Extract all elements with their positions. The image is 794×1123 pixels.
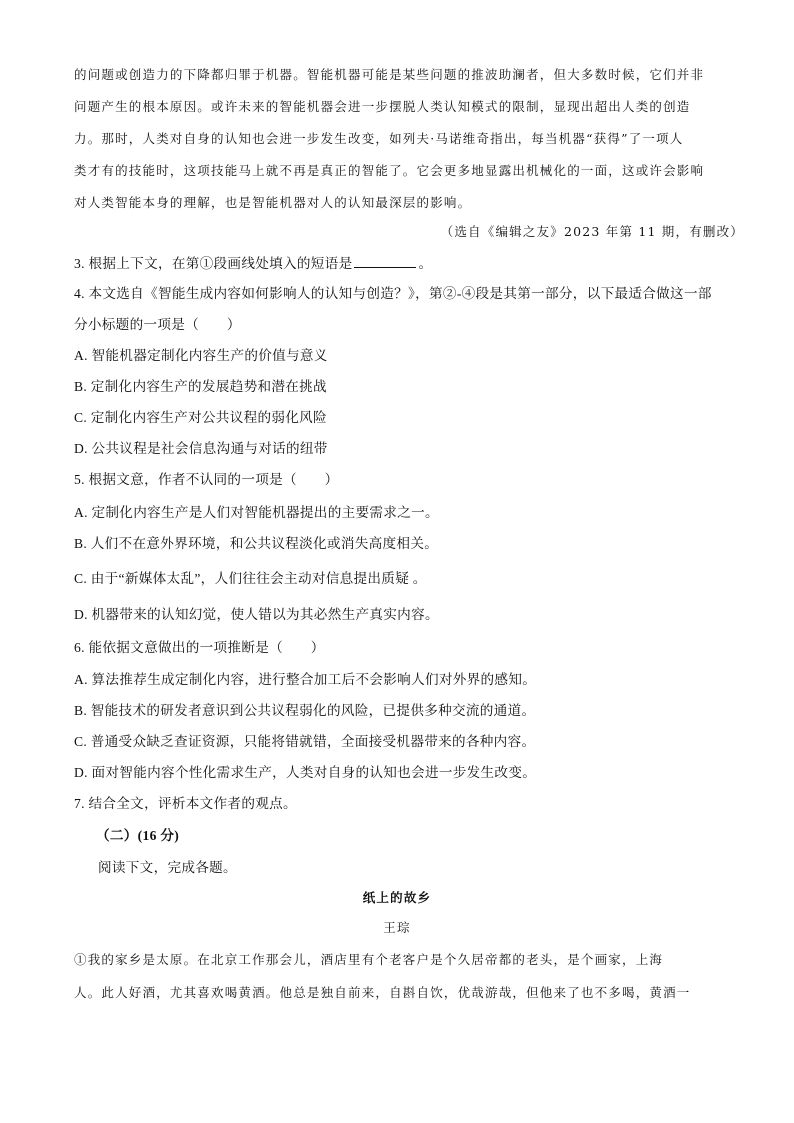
section-2-heading: （二）(16 分) (96, 828, 180, 843)
question-6-option-c: C. 普通受众缺乏查证资源，只能将错就错，全面接受机器带来的各种内容。 (74, 734, 536, 749)
question-4-option-d: D. 公共议程是社会信息沟通与对话的纽带 (74, 441, 328, 456)
question-3 (74, 253, 432, 274)
question-3-stem: 3. 根据上下文，在第①段画线处填入的短语是 (74, 256, 353, 271)
question-4-stem-line-2: 分小标题的一项是（ ） (74, 317, 241, 332)
passage-line-2: 问题产生的根本原因。或许未来的智能机器会进一步摆脱人类认知模式的限制，显现出超出人类的创造 (74, 99, 691, 114)
passage-line-4: 类才有的技能时，这项技能马上就不再是真正的智能了。它会更多地显露出机械化的一面，这或许会影响 (74, 163, 705, 178)
question-6-option-d: D. 面对智能内容个性化需求生产，人类对自身的认知也会进一步发生改变。 (74, 765, 537, 780)
question-4-option-c: C. 定制化内容生产对公共议程的弱化风险 (74, 410, 327, 425)
story-para-line-1: ①我的家乡是太原。在北京工作那会儿，酒店里有个老客户是个久居帝都的老头，是个画家，上海 (74, 952, 664, 967)
passage-line-5: 对人类智能本身的理解，也是智能机器对人的认知最深层的影响。 (74, 195, 472, 210)
question-5-option-d: D. 机器带来的认知幻觉，使人错以为其必然生产真实内容。 (74, 607, 439, 622)
question-5-option-c: C. 由于“新媒体太乱”，人们往往会主动对信息提出质疑 。 (74, 571, 427, 586)
question-7-stem: 7. 结合全文，评析本文作者的观点。 (74, 796, 297, 811)
question-3-stem-end: 。 (418, 256, 433, 271)
question-5-option-b: B. 人们不在意外界环境，和公共议程淡化或消失高度相关。 (74, 536, 439, 551)
section-2-instruction: 阅读下文，完成各题。 (98, 860, 237, 875)
question-4-option-a: A. 智能机器定制化内容生产的价值与意义 (74, 348, 328, 363)
story-author: 王琮 (383, 920, 411, 935)
question-6-stem: 6. 能依据文意做出的一项推断是（ ） (74, 640, 325, 655)
question-4-option-b: B. 定制化内容生产的发展趋势和潜在挑战 (74, 379, 327, 394)
story-para-line-2: 人。此人好酒，尤其喜欢喝黄酒。他总是独自前来，自斟自饮，优哉游哉，但他来了也不多喝，黄酒一 (74, 985, 691, 1000)
question-6-option-b: B. 智能技术的研发者意识到公共议程弱化的风险，已提供多种交流的通道。 (74, 703, 536, 718)
passage-line-3: 力。那时，人类对自身的认知也会进一步发生改变，如列夫·马诺维奇指出，每当机器“获得”了一项人 (74, 131, 684, 146)
question-6-option-a: A. 算法推荐生成定制化内容，进行整合加工后不会影响人们对外界的感知。 (74, 672, 537, 687)
question-5-option-a: A. 定制化内容生产是人们对智能机器提出的主要需求之一。 (74, 505, 439, 520)
passage-line-1: 的问题或创造力的下降都归罪于机器。智能机器可能是某些问题的推波助澜者，但大多数时候，它们并非 (74, 67, 705, 82)
passage-source: （选自《编辑之友》2023 年第 11 期，有删改） (440, 224, 744, 239)
story-title: 纸上的故乡 (362, 890, 432, 905)
question-4-stem-line-1: 4. 本文选自《智能生成内容如何影响人的认知与创造？》，第②-④段是其第一部分，以下最适合做这一部 (74, 286, 712, 301)
question-5-stem: 5. 根据文意，作者不认同的一项是（ ） (74, 472, 339, 487)
answer-blank (354, 253, 416, 268)
